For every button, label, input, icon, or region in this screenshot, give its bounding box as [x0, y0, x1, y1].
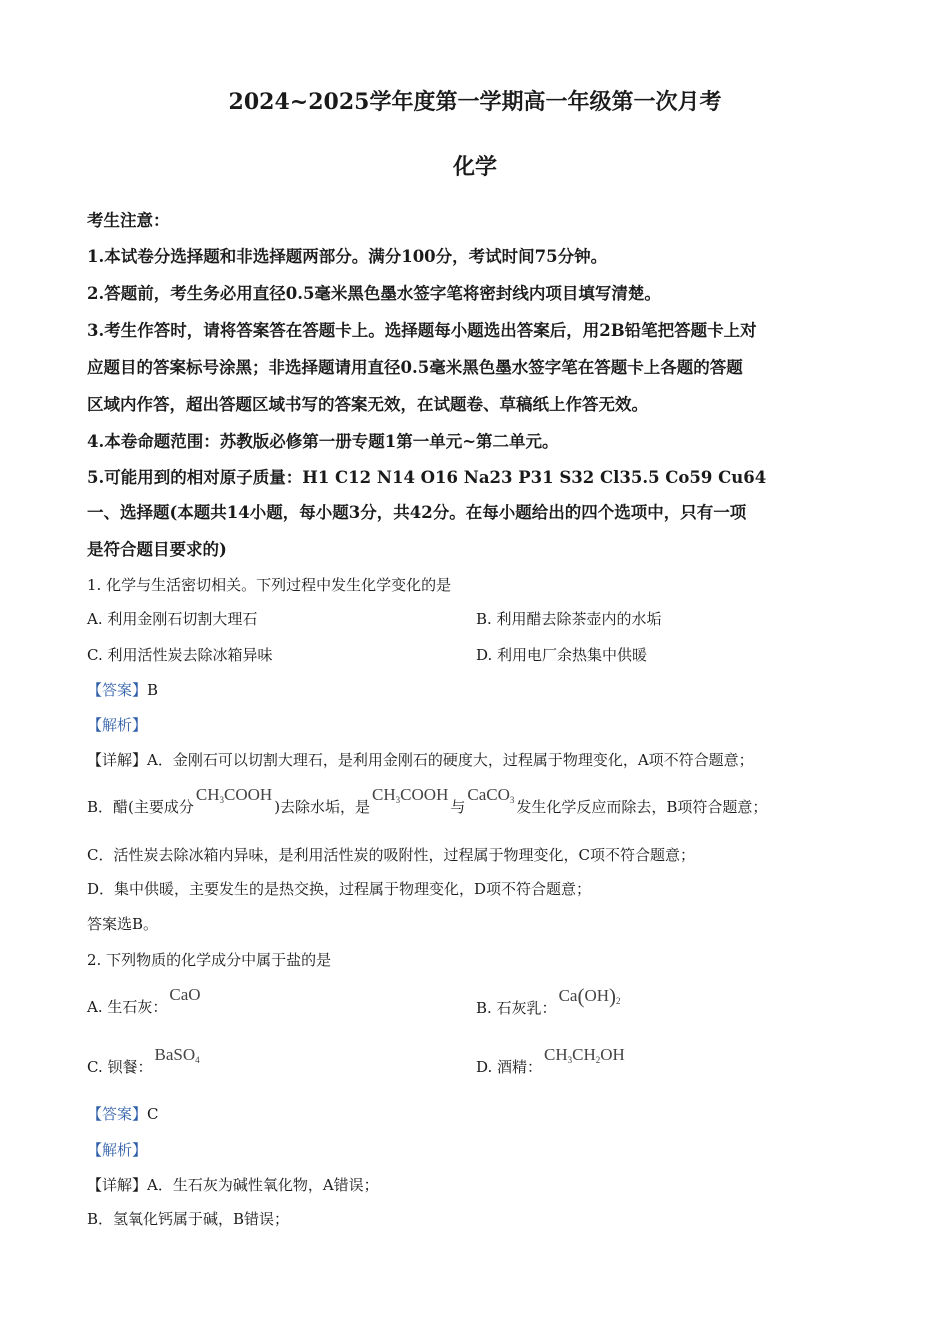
detail-b-part-3: 与 — [450, 798, 466, 816]
detail-b-part-2: )去除水垢，是 — [274, 798, 371, 816]
notice-item-5: 5.可能用到的相对原子质量：H1 C12 N14 O16 Na23 P31 S32 Cl35.5 Co59 Cu64 — [87, 468, 767, 487]
answer-tag: 【答案】 — [87, 1105, 148, 1123]
q1-detail-b — [87, 785, 768, 817]
formula-calcium-carbonate: CaCO$_3$ — [467, 785, 515, 805]
q2-option-b — [476, 984, 623, 1021]
detail-b-part-1: B．醋(主要成分 — [87, 798, 194, 816]
detail-tag: 【详解】 — [87, 1176, 148, 1194]
q1-option-d: D. 利用电厂余热集中供暖 — [476, 646, 648, 664]
formula-calcium-hydroxide: $Ca(OH)_2$ — [558, 984, 621, 1008]
notice-heading: 考生注意： — [87, 211, 170, 230]
detail-tag: 【详解】 — [87, 751, 148, 769]
q1-answer — [87, 679, 158, 700]
exam-title: 2024~2025学年度第一学期高一年级第一次月考 — [228, 89, 722, 115]
q1-option-c: C. 利用活性炭去除冰箱异味 — [87, 646, 273, 664]
q1-option-a: A. 利用金刚石切割大理石 — [87, 610, 258, 628]
answer-value: C — [147, 1105, 159, 1123]
q1-detail-c: C．活性炭去除冰箱内异味，是利用活性炭的吸附性，过程属于物理变化，C项不符合题意； — [87, 846, 695, 864]
subject-title: 化学 — [452, 154, 497, 180]
notice-item-3-cont: 应题目的答案标号涂黑；非选择题请用直径0.5毫米黑色墨水签字笔在答题卡上各题的答题 — [87, 358, 743, 377]
q2-option-c-label: C. 钡餐： — [87, 1058, 153, 1076]
q2-answer — [87, 1103, 159, 1124]
formula-ethanol: $CH_3CH_2OH$ — [544, 1045, 625, 1065]
q2-option-c — [87, 1045, 202, 1077]
formula-barium-sulfate: BaSO$_4$ — [154, 1045, 200, 1065]
q2-detail-b: B．氢氧化钙属于碱，B错误； — [87, 1210, 290, 1228]
question-1-stem: 1. 化学与生活密切相关。下列过程中发生化学变化的是 — [87, 576, 452, 594]
answer-value: B — [147, 681, 159, 699]
q2-option-a — [87, 985, 203, 1017]
section-heading: 一、选择题(本题共14小题，每小题3分，共42分。在每小题给出的四个选项中，只有一项 — [87, 503, 747, 522]
formula-acetic-acid: $CH_3COOH$ — [372, 785, 449, 805]
q1-detail-d: D．集中供暖，主要发生的是热交换，过程属于物理变化，D项不符合题意； — [87, 880, 592, 898]
formula-acetic-acid: $CH_3COOH$ — [195, 785, 273, 805]
notice-item-1: 1.本试卷分选择题和非选择题两部分。满分100分，考试时间75分钟。 — [87, 247, 608, 266]
detail-a-text: A．金刚石可以切割大理石，是利用金刚石的硬度大，过程属于物理变化，A项不符合题意； — [147, 751, 754, 769]
detail-b-part-4: 发生化学反应而除去，B项符合题意； — [516, 798, 768, 816]
q1-conclusion: 答案选B。 — [87, 915, 159, 933]
question-2-stem: 2. 下列物质的化学成分中属于盐的是 — [87, 951, 332, 969]
q2-option-d — [476, 1045, 627, 1077]
answer-tag: 【答案】 — [87, 681, 148, 699]
q2-detail-a — [87, 1174, 379, 1195]
notice-item-3: 3.考生作答时，请将答案答在答题卡上。选择题每小题选出答案后，用2B铅笔把答题卡上对 — [87, 321, 757, 340]
formula-calcium-oxide: CaO — [169, 985, 201, 1004]
q1-detail-a — [87, 749, 754, 770]
q2-analysis-tag: 【解析】 — [87, 1141, 148, 1159]
notice-item-4: 4.本卷命题范围：苏教版必修第一册专题1第一单元~第二单元。 — [87, 432, 559, 451]
notice-item-3-end: 区域内作答，超出答题区域书写的答案无效，在试题卷、草稿纸上作答无效。 — [87, 395, 648, 414]
q2-option-b-label: B. 石灰乳： — [476, 999, 557, 1017]
q2-option-d-label: D. 酒精： — [476, 1058, 543, 1076]
q2-option-a-label: A. 生石灰： — [87, 998, 168, 1016]
notice-item-2: 2.答题前，考生务必用直径0.5毫米黑色墨水签字笔将密封线内项目填写清楚。 — [87, 284, 661, 303]
detail-a-text: A．生石灰为碱性氧化物，A错误； — [147, 1176, 379, 1194]
q1-option-b: B. 利用醋去除茶壶内的水垢 — [476, 610, 662, 628]
q1-analysis-tag: 【解析】 — [87, 716, 148, 734]
section-heading-cont: 是符合题目要求的) — [87, 540, 227, 559]
